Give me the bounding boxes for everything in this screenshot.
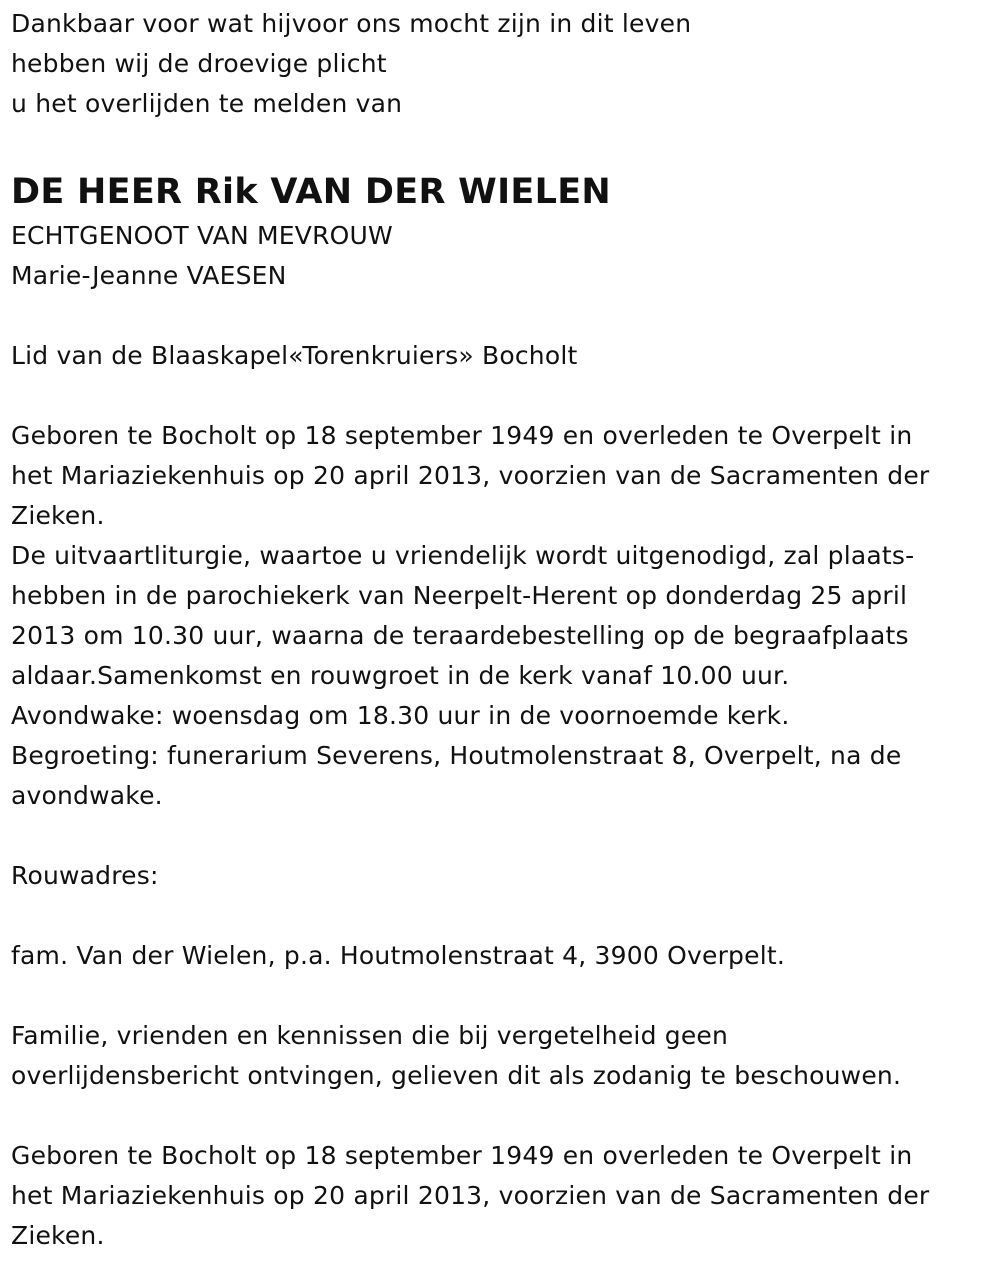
birth-repeat-line: Geboren te Bocholt op 18 september 1949 en overleden te Overpelt in	[11, 1141, 913, 1170]
details-line: 2013 om 10.30 uur, waarna de teraardebestelling op de begraafplaats	[11, 621, 909, 650]
details-line: Zieken.	[11, 501, 105, 530]
spouse-title: ECHTGENOOT VAN MEVROUW	[11, 221, 393, 250]
details-line: Begroeting: funerarium Severens, Houtmolenstraat 8, Overpelt, na de	[11, 741, 902, 770]
spacer	[11, 976, 991, 1016]
intro-line: Dankbaar voor wat hijvoor ons mocht zijn in dit leven	[11, 9, 692, 38]
notice-line: Familie, vrienden en kennissen die bij vergetelheid geen	[11, 1021, 729, 1050]
birth-repeat-line: het Mariaziekenhuis op 20 april 2013, voorzien van de Sacramenten der	[11, 1181, 930, 1210]
spouse-name: Marie-Jeanne VAESEN	[11, 261, 287, 290]
details-line: De uitvaartliturgie, waartoe u vriendelijk wordt uitgenodigd, zal plaats-	[11, 541, 915, 570]
spacer	[11, 376, 991, 416]
spacer	[11, 1096, 991, 1136]
funeral-details	[11, 416, 991, 816]
obituary-document	[11, 4, 991, 1256]
intro-line: u het overlijden te melden van	[11, 89, 403, 118]
details-line: hebben in de parochiekerk van Neerpelt-Herent op donderdag 25 april	[11, 581, 908, 610]
details-line: avondwake.	[11, 781, 163, 810]
notice-text	[11, 1016, 991, 1096]
deceased-name: DE HEER Rik VAN DER WIELEN	[11, 172, 612, 212]
intro-line: hebben wij de droevige plicht	[11, 49, 387, 78]
address-label: Rouwadres:	[11, 861, 159, 890]
spacer	[11, 816, 991, 856]
birth-repeat-text	[11, 1136, 991, 1256]
membership: Lid van de Blaaskapel«Torenkruiers» Bocholt	[11, 341, 578, 370]
details-line: Geboren te Bocholt op 18 september 1949 en overleden te Overpelt in	[11, 421, 913, 450]
details-line: aldaar.Samenkomst en rouwgroet in de kerk vanaf 10.00 uur.	[11, 661, 790, 690]
details-line: Avondwake: woensdag om 18.30 uur in de voornoemde kerk.	[11, 701, 790, 730]
address-value: fam. Van der Wielen, p.a. Houtmolenstraat 4, 3900 Overpelt.	[11, 941, 786, 970]
details-line: het Mariaziekenhuis op 20 april 2013, voorzien van de Sacramenten der	[11, 461, 930, 490]
birth-repeat-line: Zieken.	[11, 1221, 105, 1250]
spacer	[11, 296, 991, 336]
intro-text	[11, 4, 991, 124]
notice-line: overlijdensbericht ontvingen, gelieven dit als zodanig te beschouwen.	[11, 1061, 902, 1090]
spacer	[11, 124, 991, 164]
spacer	[11, 896, 991, 936]
